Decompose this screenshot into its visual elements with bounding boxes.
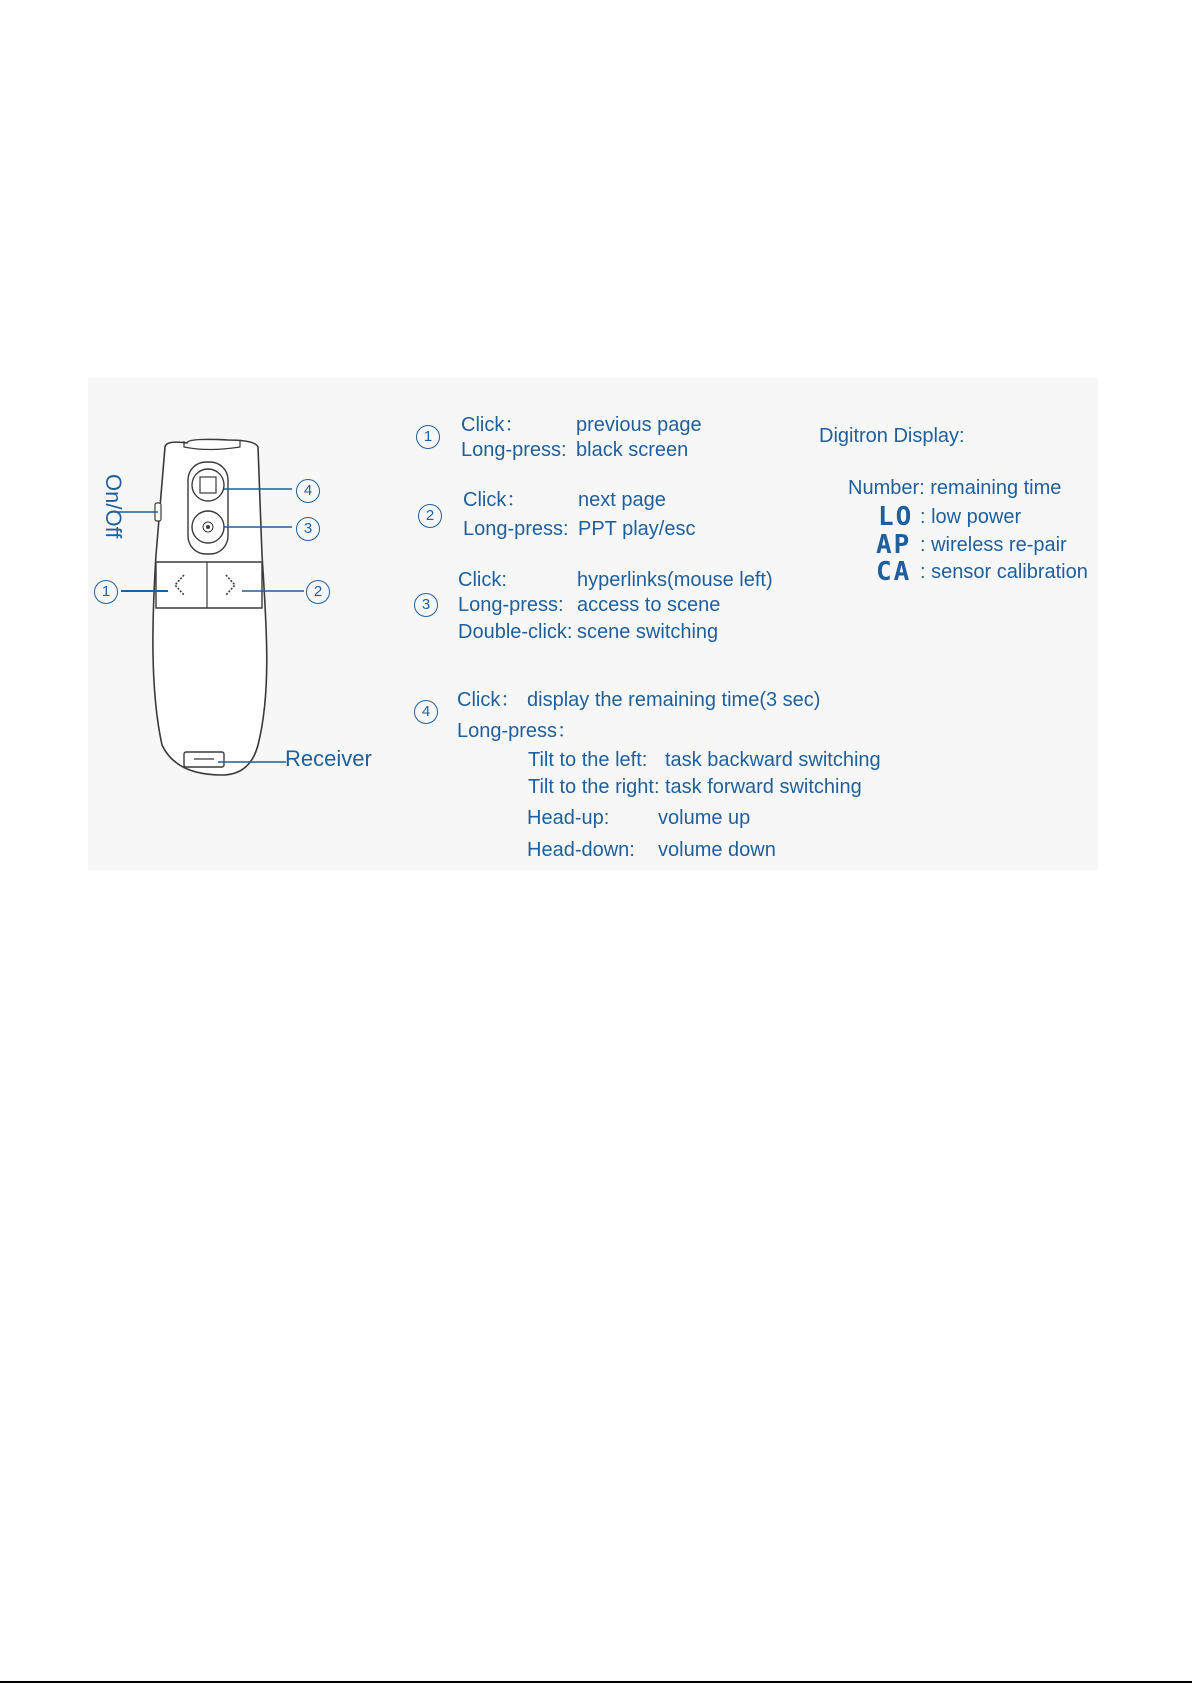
- onoff-label: On/Off: [101, 474, 126, 539]
- display-title: Digitron Display:: [819, 425, 965, 447]
- display-desc-ca: : sensor calibration: [920, 561, 1088, 583]
- section-2-desc-2: PPT play/esc: [578, 518, 696, 540]
- section-4-sub-term-2: Tilt to the right:: [528, 776, 660, 798]
- section-3-number: 3: [414, 593, 438, 617]
- callout-3: 3: [296, 517, 320, 541]
- display-code-ap: AP: [876, 530, 912, 560]
- callout-2: 2: [306, 580, 330, 604]
- section-4-click-desc: display the remaining time(3 sec): [527, 689, 821, 711]
- receiver-label: Receiver: [285, 746, 372, 771]
- section-3-desc-1: hyperlinks(mouse left): [577, 569, 773, 591]
- display-desc-lo: : low power: [920, 506, 1022, 528]
- display-code-lo: LO: [878, 502, 914, 532]
- section-3-term-3: Double-click:: [458, 621, 573, 643]
- button-4[interactable]: [192, 469, 224, 501]
- section-3-desc-2: access to scene: [577, 594, 721, 616]
- section-4-sub-term-4: Head-down:: [527, 839, 635, 861]
- section-4-number: 4: [414, 700, 438, 724]
- page-buttons-panel: [156, 562, 262, 608]
- section-4-sub-term-3: Head-up:: [527, 807, 610, 829]
- section-1-number: 1: [416, 425, 440, 449]
- display-code-ca: CA: [876, 557, 912, 587]
- display-desc-ap: : wireless re-pair: [920, 534, 1067, 556]
- section-2-term-1: Click：: [463, 489, 527, 511]
- section-3-desc-3: scene switching: [577, 621, 719, 643]
- section-4-sub-desc-3: volume up: [658, 807, 751, 829]
- section-1-desc-2: black screen: [576, 439, 689, 461]
- callout-4: 4: [296, 479, 320, 503]
- section-1-term-1: Click：: [461, 414, 525, 436]
- section-3-term-2: Long-press:: [458, 594, 564, 616]
- section-4-sub-term-1: Tilt to the left:: [528, 749, 648, 771]
- section-4-sub-desc-2: task forward switching: [665, 776, 862, 798]
- section-1-desc-1: previous page: [576, 414, 702, 436]
- section-4-click-term: Click：: [457, 689, 521, 711]
- page-bottom-rule: [0, 1681, 1192, 1683]
- section-2-term-2: Long-press:: [463, 518, 569, 540]
- dot-icon: [206, 525, 210, 529]
- callout-1: 1: [94, 580, 118, 604]
- section-1-term-2: Long-press:: [461, 439, 567, 461]
- section-3-term-1: Click:: [458, 569, 507, 591]
- section-4-long-term: Long-press：: [457, 720, 578, 742]
- section-4-sub-desc-1: task backward switching: [665, 749, 881, 771]
- section-4-sub-desc-4: volume down: [658, 839, 776, 861]
- display-number-label: Number: remaining time: [848, 477, 1062, 499]
- section-2-number: 2: [418, 504, 442, 528]
- section-2-desc-1: next page: [578, 489, 666, 511]
